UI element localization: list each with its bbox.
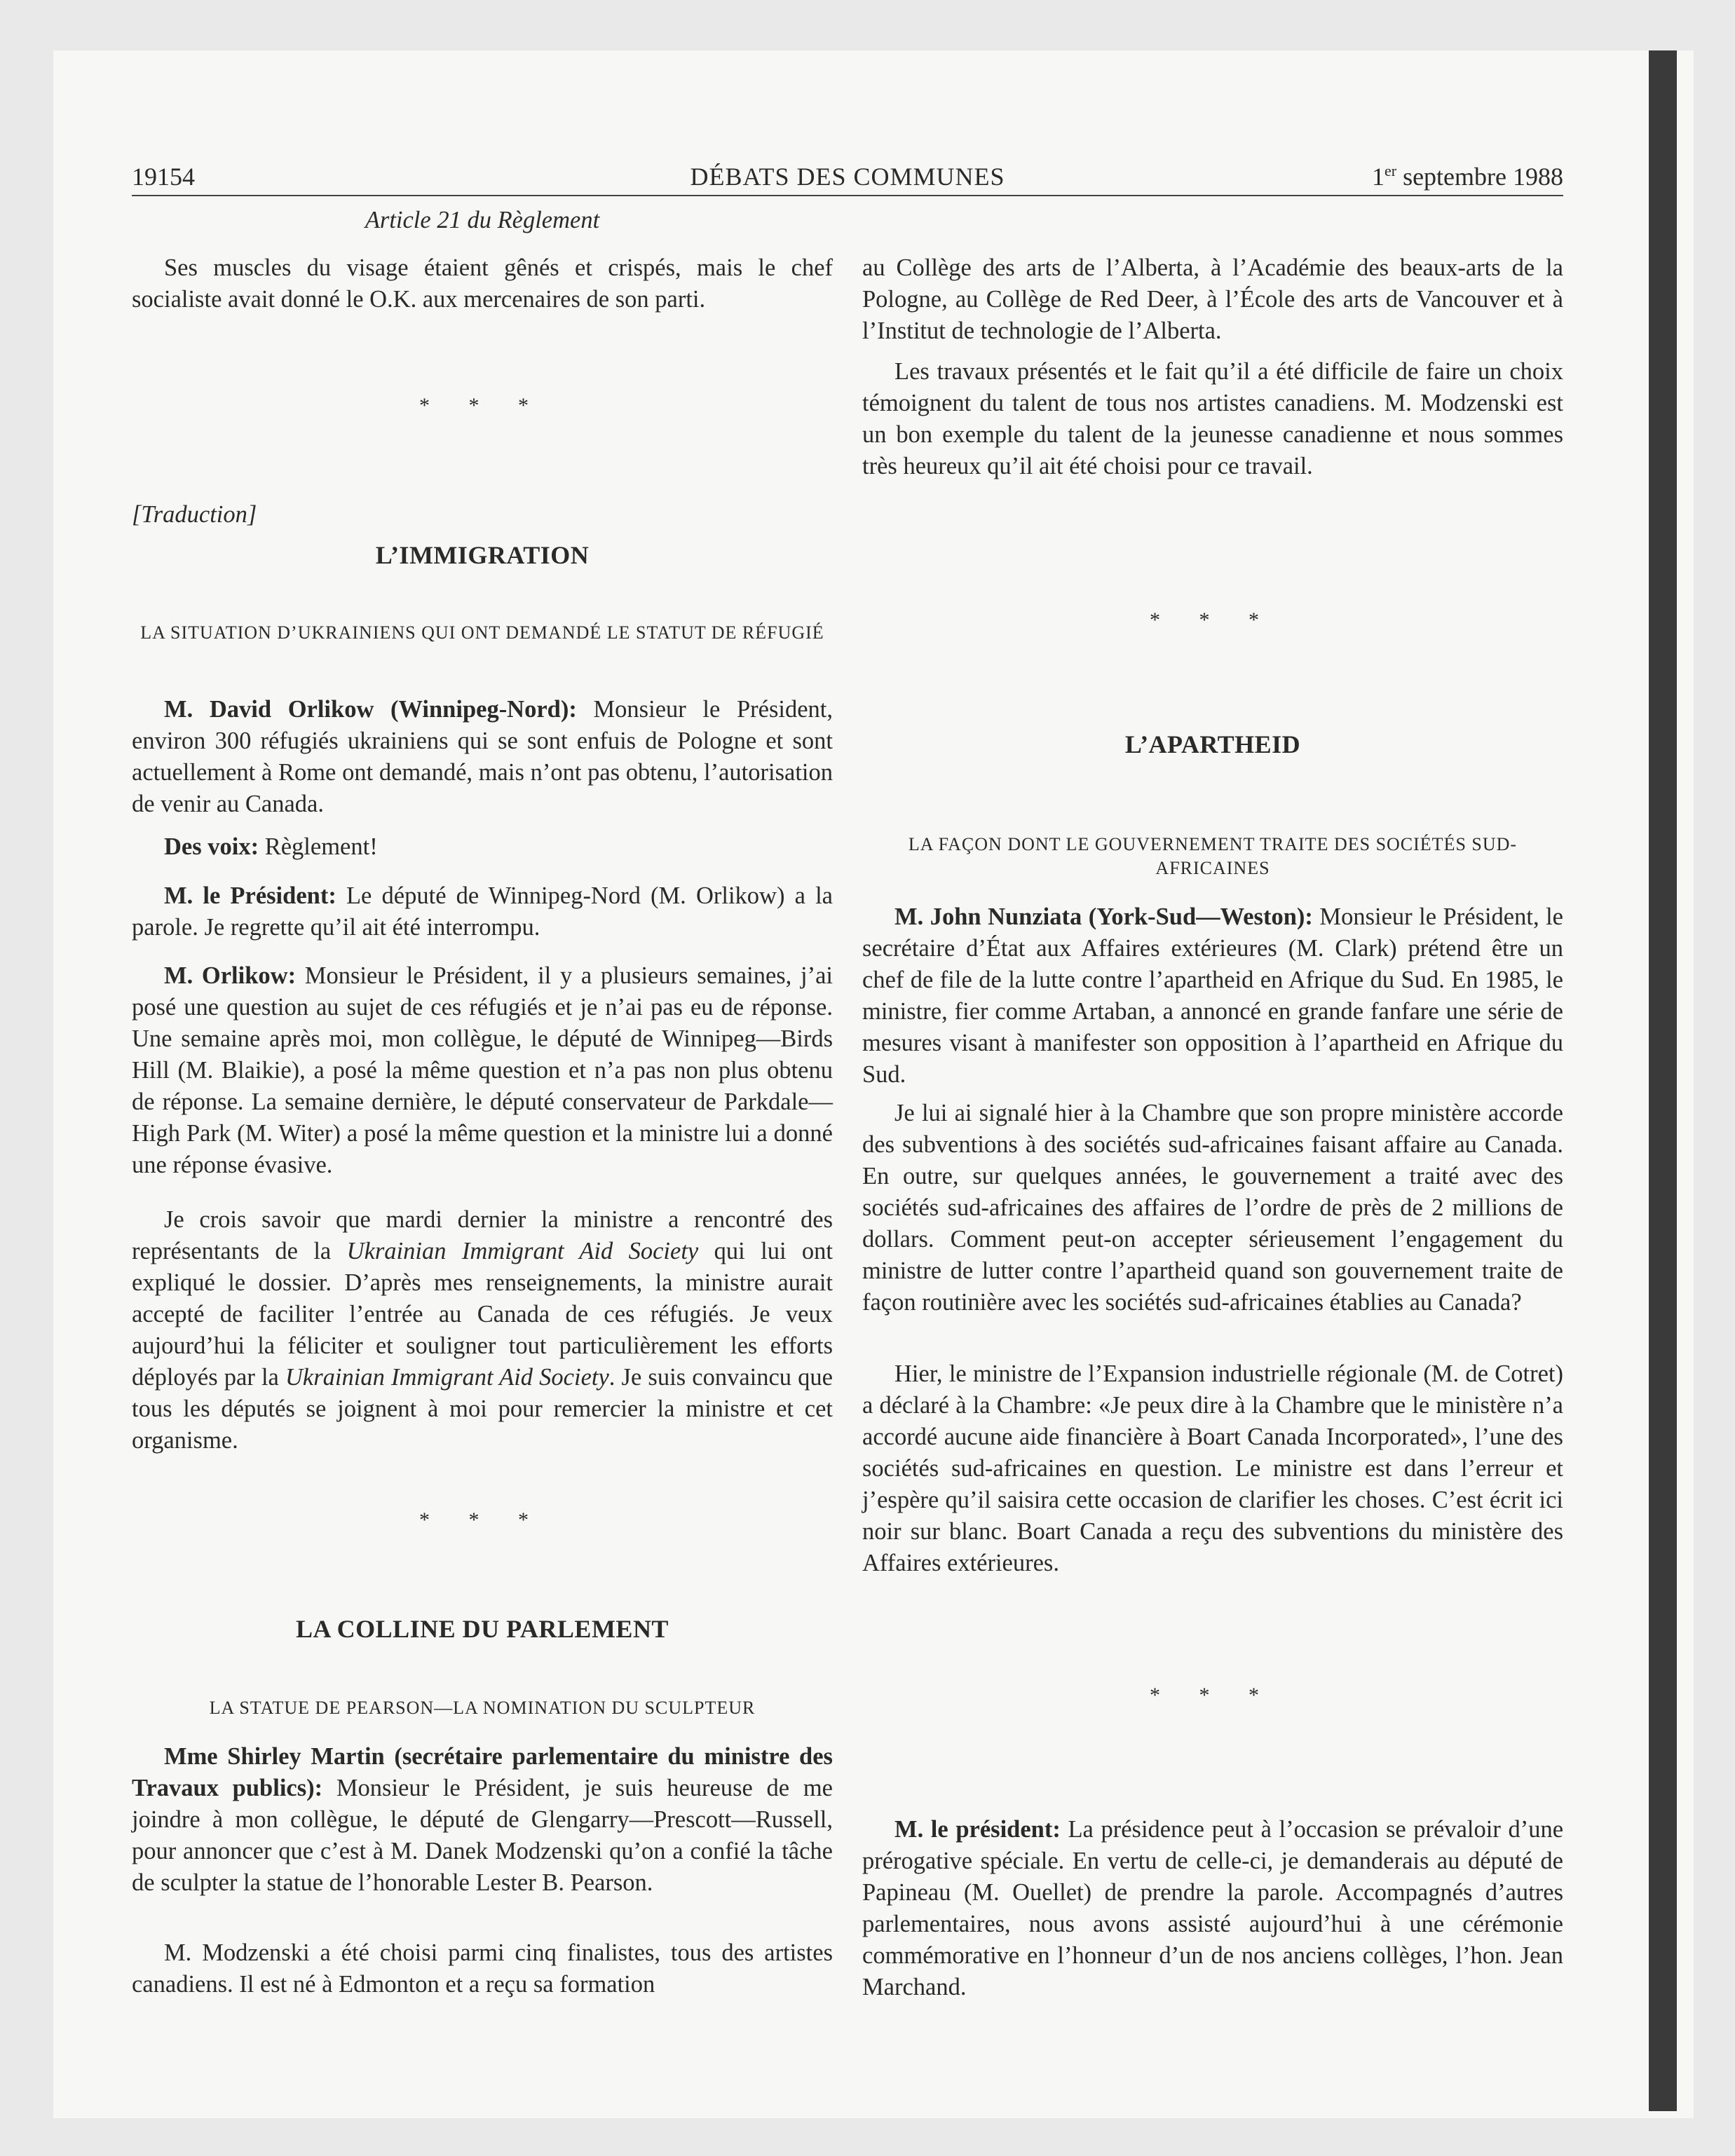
paragraph: M. Modzenski a été choisi parmi cinq finalistes, tous des artistes canadiens. Il est né à Edmonton et a reçu sa formation (132, 1939, 833, 1998)
paragraph: Ses muscles du visage étaient gênés et crispés, mais le chef socialiste avait donné le O.K. aux mercenaires de son parti. (132, 254, 833, 313)
speech-paragraph: Mme Shirley Martin (secrétaire parlementaire du ministre des Travaux publics): Monsieur le Président, je suis heureuse de me joindre à mon collègue, le député de Glengarry—Prescott—Russell, pour annoncer que c’est à M. Danek Modzenski qu’on a confié la tâche de sculpter la statue de l’honorable Lester B. Pearson. (132, 1743, 833, 1896)
section-heading: L’IMMIGRATION (375, 541, 590, 569)
section-subheading: LA STATUE DE PEARSON—LA NOMINATION DU SCULPTEUR (209, 1698, 756, 1718)
speaker-name: M. John Nunziata (York-Sud—Weston): (894, 903, 1313, 930)
section-separator: * * * (419, 394, 545, 417)
translation-note: [Traduction] (132, 501, 257, 528)
paragraph: Hier, le ministre de l’Expansion industrielle régionale (M. de Cotret) a déclaré à la Chambre: «Je peux dire à la Chambre que le ministère n’a accordé aucune aide financière à Boart Canada Incorporated», l’une des sociétés sud-africaines en question. Le ministre est dans l’erreur et j’espère qu’il saisira cette occasion de clarifier les choses. C’est écrit ici noir sur blanc. Boart Canada a reçu des subventions du ministère des Affaires extérieures. (862, 1360, 1563, 1576)
paragraph: Je crois savoir que mardi dernier la ministre a rencontré des représentants de la Ukrainian Immigrant Aid Society qui lui ont expliqué le dossier. D’après mes renseignements, la ministre aurait accepté de faciliter l’entrée au Canada de ces réfugiés. Je veux aujourd’hui la féliciter et souligner tout particulièrement les efforts déployés par la Ukrainian Immigrant Aid Society. Je suis convaincu que tous les députés se joignent à moi pour remercier la ministre et cet organisme. (132, 1206, 834, 1454)
article-reference: Article 21 du Règlement (365, 207, 600, 233)
speaker-name: M. David Orlikow (Winnipeg-Nord): (164, 696, 577, 723)
paragraph: Les travaux présentés et le fait qu’il a été difficile de faire un choix témoignent du talent de tous nos artistes canadiens. M. Modzenski est un bon exemple du talent de la jeunesse canadienne et nous sommes très heureux qu’il ait été choisi pour ce travail. (862, 358, 1563, 479)
speech-paragraph: M. le président: La présidence peut à l’occasion se prévaloir d’une prérogative spéciale. En vertu de celle-ci, je demanderais au député de Papineau (M. Ouellet) de prendre la parole. Accompagnés d’autres parlementaires, nous avons assisté aujourd’hui à une cérémonie commémorative en l’honneur d’un de nos anciens collèges, l’hon. Jean Marchand. (862, 1816, 1564, 2000)
speaker-name: Des voix: (164, 833, 259, 860)
section-subheading: LA FAÇON DONT LE GOUVERNEMENT TRAITE DES SOCIÉTÉS SUD-AFRICAINES (908, 834, 1518, 878)
paragraph: au Collège des arts de l’Alberta, à l’Académie des beaux-arts de la Pologne, au Collège de Red Deer, à l’École des arts de Vancouver et à l’Institut de technologie de l’Alberta. (862, 254, 1563, 344)
section-subheading: LA SITUATION D’UKRAINIENS QUI ONT DEMANDÉ LE STATUT DE RÉFUGIÉ (140, 622, 824, 643)
publication-title: DÉBATS DES COMMUNES (690, 163, 1005, 191)
paragraph: Je lui ai signalé hier à la Chambre que son propre ministère accorde des subventions à des sociétés sud-africaines faisant affaire au Canada. En outre, sur quelques années, le gouvernement a traité avec des sociétés sud-africaines des affaires de l’ordre de près de 2 millions de dollars. Comment peut-on accepter sérieusement l’engagement du ministre de lutter contre l’apartheid quand son gouvernement traite de façon routinière avec les sociétés sud-africaines établies au Canada? (862, 1100, 1563, 1316)
section-separator: * * * (1150, 608, 1276, 632)
section-separator: * * * (1150, 1684, 1276, 1707)
speech-paragraph: M. Orlikow: Monsieur le Président, il y a plusieurs semaines, j’ai posé une question au sujet de ces réfugiés et je n’ai pas eu de réponse. Une semaine après moi, mon collègue, le député de Winnipeg—Birds Hill (M. Blaikie), a posé la même question et n’a pas non plus obtenu de réponse. La semaine dernière, le député conservateur de Parkdale—High Park (M. Witer) a posé la même question et la ministre lui a donné une réponse évasive. (132, 962, 833, 1178)
scan-edge-bar (1649, 50, 1677, 2111)
speaker-name: M. Orlikow: (164, 962, 297, 989)
speech-paragraph: M. David Orlikow (Winnipeg-Nord): Monsieur le Président, environ 300 réfugiés ukrainiens qui se sont enfuis de Pologne et sont actuellement à Rome ont demandé, mais n’ont pas obtenu, l’autorisation de venir au Canada. (132, 696, 833, 817)
speaker-name: M. le président: (894, 1816, 1061, 1843)
publication-date: 1er septembre 1988 (1371, 162, 1563, 191)
speech-paragraph: M. le Président: Le député de Winnipeg-Nord (M. Orlikow) a la parole. Je regrette qu’il ait été interrompu. (132, 882, 833, 941)
speaker-name: Mme Shirley Martin (secrétaire parlementaire du ministre des Travaux publics): (132, 1743, 833, 1801)
page-header (132, 158, 1563, 196)
page-number: 19154 (132, 163, 195, 191)
speech-paragraph: Des voix: Règlement! (164, 833, 378, 860)
section-heading: LA COLLINE DU PARLEMENT (296, 1615, 669, 1643)
speech-paragraph: M. John Nunziata (York-Sud—Weston): Monsieur le Président, le secrétaire d’État aux Affaires extérieures (M. Clark) prétend être un chef de file de la lutte contre l’apartheid en Afrique du Sud. En 1985, le ministre, fier comme Artaban, a annoncé en grande fanfare une série de mesures visant à manifester son opposition à l’apartheid en Afrique du Sud. (862, 903, 1563, 1088)
speaker-name: M. le Président: (164, 882, 336, 909)
section-separator: * * * (419, 1508, 545, 1531)
section-heading: L’APARTHEID (1124, 730, 1301, 758)
